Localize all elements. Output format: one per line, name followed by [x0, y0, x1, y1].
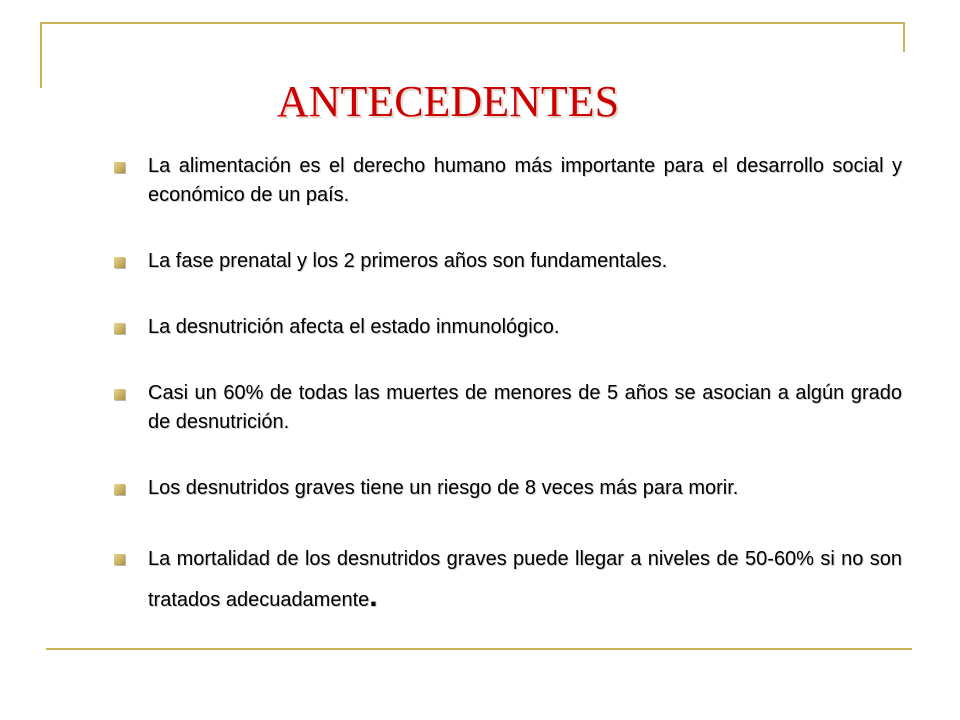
- bullet-text: La fase prenatal y los 2 primeros años son fundamentales.: [148, 250, 668, 272]
- square-bullet-icon: [114, 389, 125, 400]
- bullet-item: [112, 540, 902, 619]
- bullet-item: [112, 152, 902, 210]
- bullet-item: [112, 313, 902, 342]
- frame-line-bottom: [46, 648, 912, 650]
- frame-line-top: [40, 22, 904, 24]
- square-bullet-icon: [114, 554, 125, 565]
- bullet-end-period: .: [369, 580, 378, 613]
- bullet-list: [112, 152, 902, 619]
- bullet-item: [112, 474, 902, 503]
- square-bullet-icon: [114, 162, 125, 173]
- bullet-text: La alimentación es el derecho humano más importante para el desarrollo social y económico de un país.: [148, 155, 902, 206]
- bullet-text: La desnutrición afecta el estado inmunológico.: [148, 316, 560, 338]
- bullet-item: [112, 247, 902, 276]
- square-bullet-icon: [114, 257, 125, 268]
- square-bullet-icon: [114, 323, 125, 334]
- bullet-text: Casi un 60% de todas las muertes de menores de 5 años se asocian a algún grado de desnutrición.: [148, 382, 902, 433]
- bullet-text: Los desnutridos graves tiene un riesgo de 8 veces más para morir.: [148, 477, 739, 499]
- frame-line-right: [903, 22, 905, 52]
- bullet-item: [112, 379, 902, 437]
- slide-title: ANTECEDENTES: [276, 77, 620, 126]
- square-bullet-icon: [114, 484, 125, 495]
- bullet-text: La mortalidad de los desnutridos graves puede llegar a niveles de 50-60% si no son tratados adecuadamente: [148, 548, 902, 611]
